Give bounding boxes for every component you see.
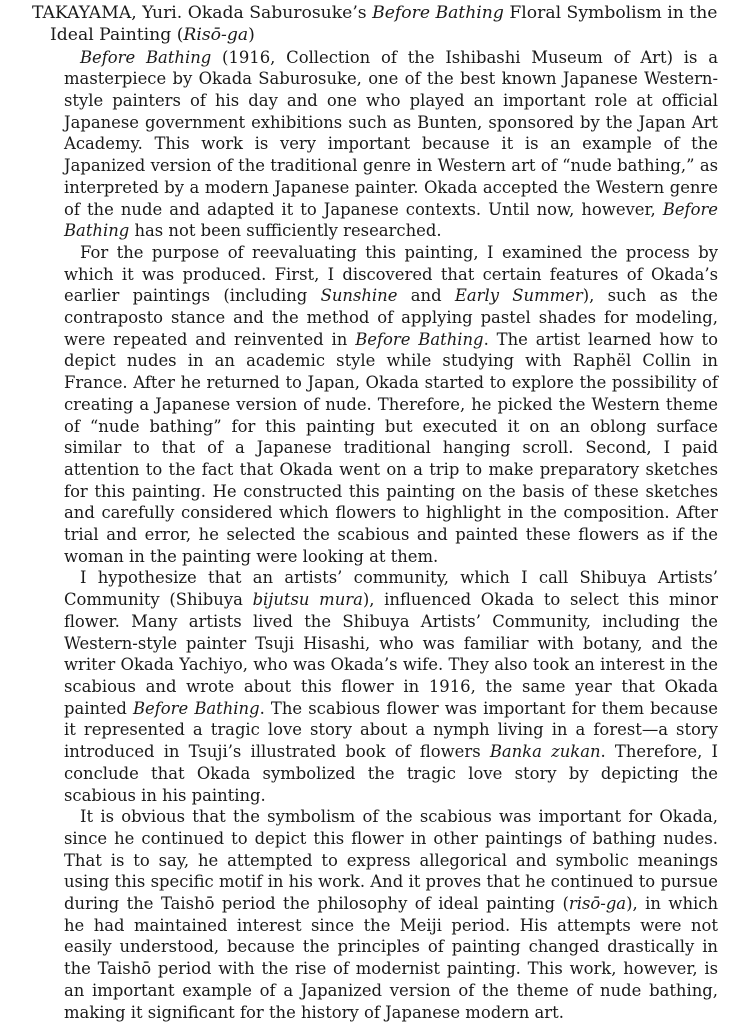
paragraph-text: has not been sufficiently researched. [129,221,442,241]
paragraph-text: and [397,286,455,306]
body-paragraph-3 [64,567,718,806]
title-text-mid: Floral Symbolism in the Ideal Painting ( [50,3,718,45]
body-paragraph-4 [64,806,718,1023]
italic-title-text: Before Bathing [132,698,260,718]
title-italic-riso-ga: Risō-ga [183,24,249,45]
paragraph-text: . The artist learned how to depict nudes in an academic style while studying with Raphël Collin in France. After he returned to Japan, Okada started to explore the possibility of creating a Japanese version of nude. Therefore, he picked the Western theme of “nude bathing” for this painting but executed it on an oblong surface similar to that of a Japanese traditional hanging scroll. Second, I paid attention to the fact that Okada went on a trip to make preparatory sketches for this painting. He constructed this painting on the basis of these sketches and carefully considered which flowers to highlight in the composition. After trial and error, he selected the scabious and painted these flowers as if the woman in the painting were looking at them. [64,329,719,566]
paragraph-text: . Therefore, I conclude that Okada symbolized the tragic love story by depicting the scabious in his painting. [64,742,718,805]
italic-title-text: Before Bathing [80,47,212,67]
body-paragraph-2 [64,242,718,568]
paragraph-text: ), in which he had maintained interest since the Meiji period. His attempts were not easily understood, because the principles of painting changed drastically in the Taishō period with the rise of modernist painting. This work, however, is an important example of a Japanized version of the theme of nude bathing, making it significant for the history of Japanese modern art. [64,894,718,1022]
body-paragraph-1 [64,47,718,242]
paragraph-text: I hypothesize that an artists’ community, which I call Shibuya Artists’ Community (Shibuya [64,568,718,610]
paragraph-text: ), such as the contraposto stance and the method of applying pastel shades for modeling, were repeated and reinvented in [64,286,719,349]
abstract-body [32,47,718,1023]
paragraph-text: (1916, Collection of the Ishibashi Museum of Art) is a masterpiece by Okada Saburosuke, one of the best known Japanese Western-style painters of his day and one who played an important role at official Japanese government exhibitions such as Bunten, sponsored by the Japan Art Academy. This work is very important because it is an example of the Japanized version of the traditional genre in Western art of “nude bathing,” as interpreted by a modern Japanese painter. Okada accepted the Western genre of the nude and adapted it to Japanese contexts. Until now, however, [64,47,718,219]
paragraph-text: ), influenced Okada to select this minor flower. Many artists lived the Shibuya Artists’ Community, including the Western-style painter Tsuji Hisashi, who was familiar with botany, and the writer Okada Yachiyo, who was Okada’s wife. They also took an interest in the scabious and wrote about this flower in 1916, the same year that Okada painted [64,590,718,718]
italic-title-text: risō-ga [568,894,627,914]
title-text-post: ) [248,24,255,45]
article-heading [32,3,718,47]
italic-title-text: Early Summer [454,286,583,306]
italic-title-text: Before Bathing [355,329,484,349]
paragraph-text: . The scabious flower was important for them because it represented a tragic love story about a nymph living in a forest—a story introduced in Tsuji’s illustrated book of flowers [64,698,718,762]
paragraph-text: It is obvious that the symbolism of the scabious was important for Okada, since he continued to depict this flower in other paintings of bathing nudes. That is to say, he attempted to express allegorical and symbolic meanings using this specific motif in his work. And it proves that he continued to pursue during the Taishō period the philosophy of ideal painting ( [64,807,718,914]
paragraph-text: For the purpose of reevaluating this painting, I examined the process by which it was produced. First, I discovered that certain features of Okada’s earlier paintings (including [64,242,718,306]
author-name: TAKAYAMA, Yuri. [32,3,183,23]
italic-title-text: Sunshine [320,286,398,306]
italic-title-text: Before Bathing [64,199,718,241]
title-text-pre: Okada Saburosuke’s [187,3,373,23]
italic-title-text: Banka zukan [489,742,601,762]
italic-title-text: bijutsu mura [252,590,363,610]
title-italic-before-bathing: Before Bathing [372,3,504,23]
